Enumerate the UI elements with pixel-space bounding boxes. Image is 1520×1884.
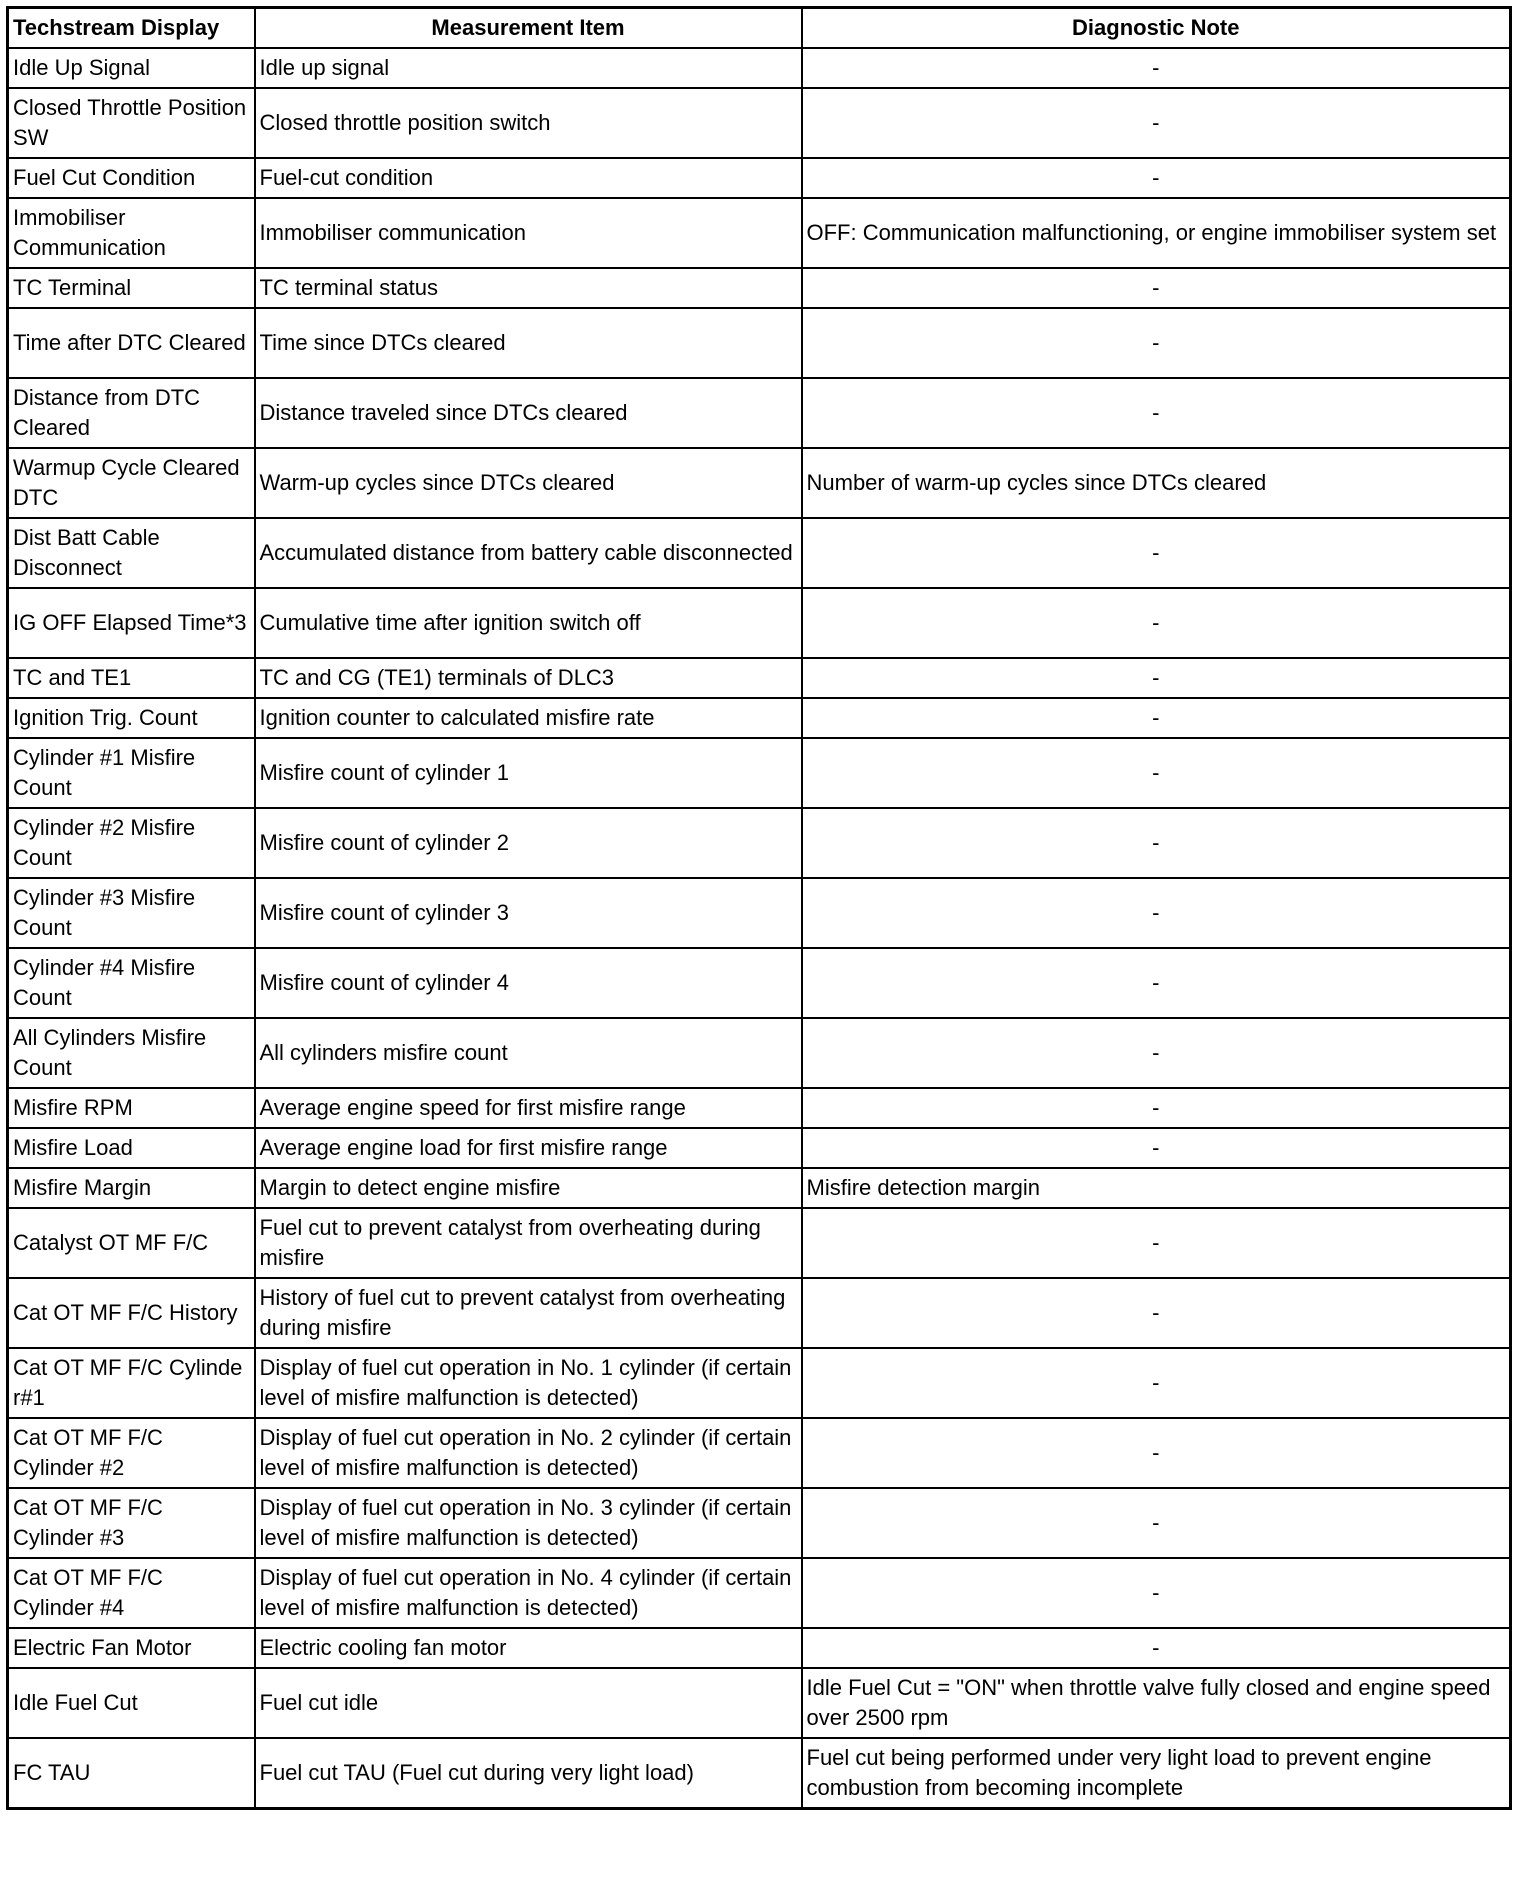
measurement-item-cell: Warm-up cycles since DTCs cleared [255,448,802,518]
table-row [8,1168,1511,1208]
measurement-item-cell: Display of fuel cut operation in No. 3 cylinder (if certain level of misfire malfunction is detected) [255,1488,802,1558]
measurement-item-cell: Fuel cut idle [255,1668,802,1738]
measurement-item-cell: Margin to detect engine misfire [255,1168,802,1208]
measurement-item-cell: Idle up signal [255,48,802,88]
measurement-item-cell: Accumulated distance from battery cable disconnected [255,518,802,588]
display-cell: Cylinder #3 Misfire Count [8,878,255,948]
display-cell: Time after DTC Cleared [8,308,255,378]
table-row [8,378,1511,448]
display-cell: Cat OT MF F/C History [8,1278,255,1348]
measurement-item-cell: TC terminal status [255,268,802,308]
table-row [8,698,1511,738]
diagnostic-note-cell: - [802,658,1511,698]
display-cell: Misfire RPM [8,1088,255,1128]
diagnostic-note-cell: - [802,1208,1511,1278]
table-row [8,1738,1511,1809]
table-row [8,658,1511,698]
measurement-item-cell: Average engine speed for first misfire range [255,1088,802,1128]
diagnostic-note-cell: - [802,1278,1511,1348]
display-cell: Cylinder #4 Misfire Count [8,948,255,1018]
diagnostic-note-cell: Number of warm-up cycles since DTCs cleared [802,448,1511,518]
display-cell: IG OFF Elapsed Time*3 [8,588,255,658]
measurement-item-cell: Misfire count of cylinder 3 [255,878,802,948]
table-row [8,88,1511,158]
diagnostic-note-cell: - [802,1418,1511,1488]
measurement-item-cell: Closed throttle position switch [255,88,802,158]
header-techstream-display: Techstream Display [8,8,255,49]
measurement-item-cell: Misfire count of cylinder 4 [255,948,802,1018]
techstream-data-table [6,6,1512,1810]
measurement-item-cell: Distance traveled since DTCs cleared [255,378,802,448]
table-row [8,48,1511,88]
table-row [8,738,1511,808]
display-cell: Catalyst OT MF F/C [8,1208,255,1278]
diagnostic-note-cell: - [802,948,1511,1018]
diagnostic-note-cell: - [802,1628,1511,1668]
display-cell: All Cylinders Misfire Count [8,1018,255,1088]
table-row [8,948,1511,1018]
measurement-item-cell: Average engine load for first misfire range [255,1128,802,1168]
measurement-item-cell: Misfire count of cylinder 1 [255,738,802,808]
diagnostic-note-cell: - [802,268,1511,308]
table-row [8,878,1511,948]
table-row [8,1348,1511,1418]
measurement-item-cell: Misfire count of cylinder 2 [255,808,802,878]
table-row [8,1628,1511,1668]
diagnostic-note-cell: - [802,88,1511,158]
display-cell: FC TAU [8,1738,255,1809]
measurement-item-cell: Fuel cut to prevent catalyst from overheating during misfire [255,1208,802,1278]
table-row [8,448,1511,518]
measurement-item-cell: Electric cooling fan motor [255,1628,802,1668]
diagnostic-note-cell: - [802,1018,1511,1088]
diagnostic-note-cell: - [802,808,1511,878]
diagnostic-note-cell: - [802,878,1511,948]
header-diagnostic-note: Diagnostic Note [802,8,1511,49]
diagnostic-note-cell: - [802,158,1511,198]
header-row [8,8,1511,49]
display-cell: Ignition Trig. Count [8,698,255,738]
display-cell: Cylinder #1 Misfire Count [8,738,255,808]
diagnostic-note-cell: - [802,1558,1511,1628]
table-row [8,1488,1511,1558]
diagnostic-note-cell: - [802,308,1511,378]
measurement-item-cell: Ignition counter to calculated misfire rate [255,698,802,738]
display-cell: Cat OT MF F/C Cylinde r#1 [8,1348,255,1418]
diagnostic-note-cell: OFF: Communication malfunctioning, or engine immobiliser system set [802,198,1511,268]
display-cell: Cat OT MF F/C Cylinder #2 [8,1418,255,1488]
display-cell: Cat OT MF F/C Cylinder #3 [8,1488,255,1558]
measurement-item-cell: Fuel cut TAU (Fuel cut during very light load) [255,1738,802,1809]
diagnostic-note-cell: - [802,1488,1511,1558]
display-cell: Misfire Margin [8,1168,255,1208]
measurement-item-cell: Display of fuel cut operation in No. 1 cylinder (if certain level of misfire malfunction is detected) [255,1348,802,1418]
table-row [8,1088,1511,1128]
diagnostic-note-cell: - [802,518,1511,588]
diagnostic-note-cell: Fuel cut being performed under very light load to prevent engine combustion from becoming incomplete [802,1738,1511,1809]
measurement-item-cell: Display of fuel cut operation in No. 2 cylinder (if certain level of misfire malfunction is detected) [255,1418,802,1488]
table-row [8,588,1511,658]
table-row [8,1208,1511,1278]
diagnostic-note-cell: - [802,588,1511,658]
diagnostic-note-cell: - [802,698,1511,738]
table-row [8,1128,1511,1168]
table-row [8,158,1511,198]
diagnostic-note-cell: - [802,1128,1511,1168]
table-row [8,1558,1511,1628]
measurement-item-cell: Time since DTCs cleared [255,308,802,378]
measurement-item-cell: Display of fuel cut operation in No. 4 cylinder (if certain level of misfire malfunction is detected) [255,1558,802,1628]
measurement-item-cell: Cumulative time after ignition switch off [255,588,802,658]
display-cell: TC Terminal [8,268,255,308]
table-row [8,308,1511,378]
measurement-item-cell: All cylinders misfire count [255,1018,802,1088]
diagnostic-note-cell: - [802,378,1511,448]
display-cell: Fuel Cut Condition [8,158,255,198]
display-cell: Idle Fuel Cut [8,1668,255,1738]
table-row [8,518,1511,588]
measurement-item-cell: Fuel-cut condition [255,158,802,198]
table-row [8,1018,1511,1088]
display-cell: Dist Batt Cable Disconnect [8,518,255,588]
table-row [8,808,1511,878]
diagnostic-note-cell: - [802,1348,1511,1418]
diagnostic-note-cell: - [802,48,1511,88]
measurement-item-cell: Immobiliser communication [255,198,802,268]
diagnostic-note-cell: Idle Fuel Cut = "ON" when throttle valve fully closed and engine speed over 2500 rpm [802,1668,1511,1738]
diagnostic-note-cell: Misfire detection margin [802,1168,1511,1208]
display-cell: Distance from DTC Cleared [8,378,255,448]
display-cell: Idle Up Signal [8,48,255,88]
display-cell: Closed Throttle Position SW [8,88,255,158]
measurement-item-cell: History of fuel cut to prevent catalyst from overheating during misfire [255,1278,802,1348]
diagnostic-note-cell: - [802,1088,1511,1128]
display-cell: Warmup Cycle Cleared DTC [8,448,255,518]
table-row [8,1278,1511,1348]
display-cell: Electric Fan Motor [8,1628,255,1668]
table-row [8,1418,1511,1488]
diagnostic-note-cell: - [802,738,1511,808]
table-row [8,1668,1511,1738]
display-cell: TC and TE1 [8,658,255,698]
table-row [8,198,1511,268]
display-cell: Cylinder #2 Misfire Count [8,808,255,878]
display-cell: Immobiliser Communication [8,198,255,268]
display-cell: Misfire Load [8,1128,255,1168]
display-cell: Cat OT MF F/C Cylinder #4 [8,1558,255,1628]
table-row [8,268,1511,308]
header-measurement-item: Measurement Item [255,8,802,49]
measurement-item-cell: TC and CG (TE1) terminals of DLC3 [255,658,802,698]
